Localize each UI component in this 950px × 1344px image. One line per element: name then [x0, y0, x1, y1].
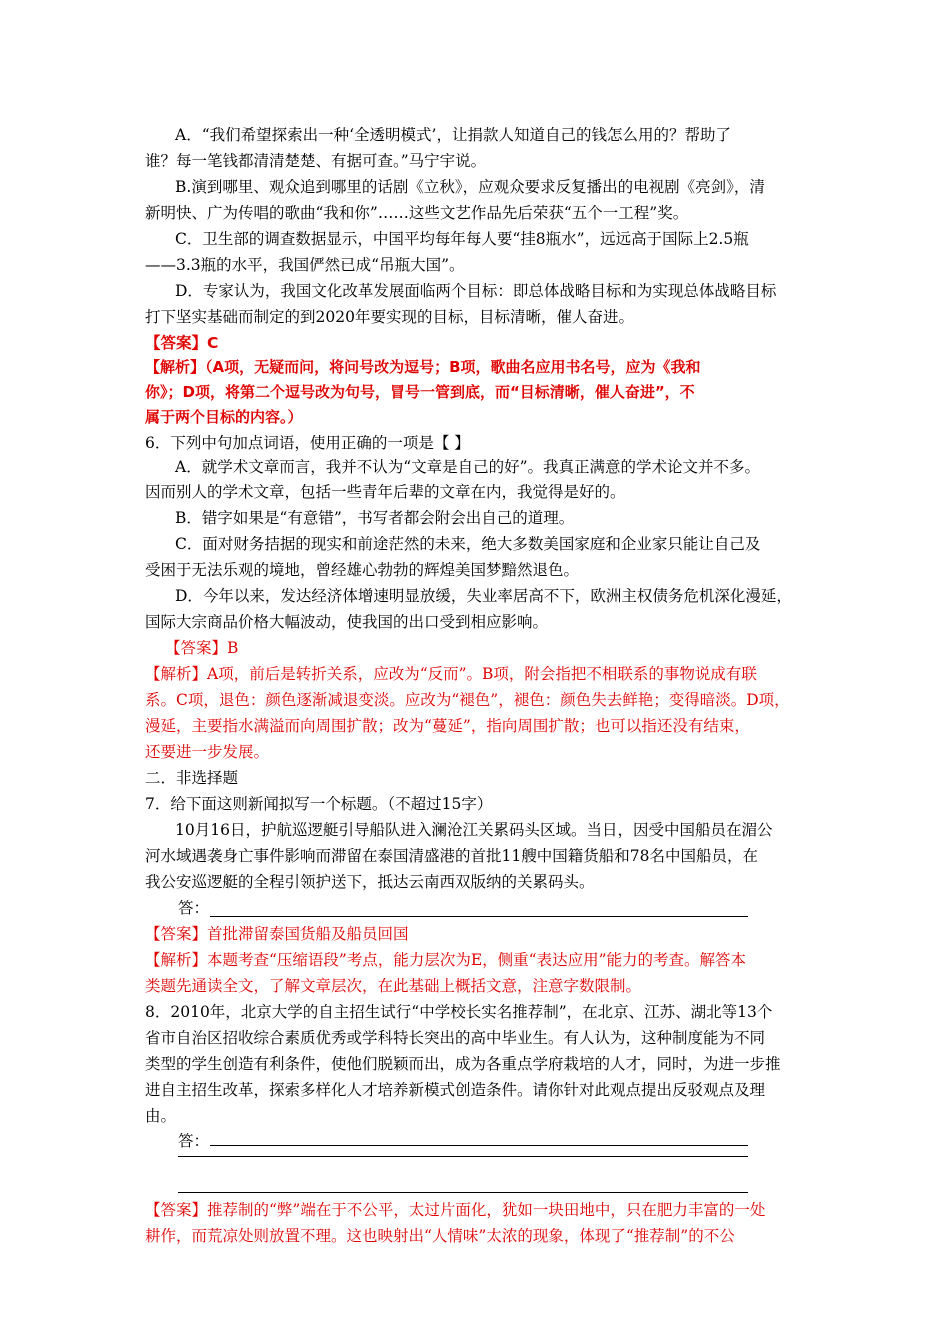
q7-answer-prompt: 答： [178, 899, 210, 917]
q5-answer [145, 332, 218, 354]
q5-option-c-line2: ——3.3瓶的水平，我国俨然已成“吊瓶大国”。 [145, 256, 465, 274]
q7-analysis-line2: 类题先通读全文，了解文章层次，在此基础上概括文意，注意字数限制。 [145, 977, 642, 995]
q6-analysis-line2: 系。C项，退色：颜色逐渐减退变淡。应改为“褪色”，褪色：颜色失去鲜艳；变得暗淡。D项， [145, 691, 790, 709]
q5-option-b-line2: 新明快、广为传唱的歌曲“我和你”……这些文艺作品先后荣获“五个一工程”奖。 [145, 204, 689, 222]
q7-passage-line2: 河水域遇袭身亡事件影响而滞留在泰国清盛港的首批11艘中国籍货船和78名中国船员，在 [145, 847, 758, 865]
q6-option-a-line1: A．就学术文章而言，我并不认为“文章是自己的好”。我真正满意的学术论文并不多。 [175, 458, 761, 476]
q7-answer-line[interactable] [210, 916, 748, 917]
q5-option-c-line1: C．卫生部的调查数据显示，中国平均每年每人要“挂8瓶水”，远远高于国际上2.5瓶 [175, 230, 749, 248]
q5-analysis-line1: 【解析】（A项，无疑而问，将问号改为逗号；B项，歌曲名应用书名号，应为《我和 [145, 358, 701, 376]
q5-analysis-line2: 你》；D项，将第二个逗号改为句号，冒号一管到底，而“目标清晰，催人奋进”，不 [145, 383, 695, 401]
q6-option-a-line2: 因而别人的学术文章，包括一些青年后辈的文章在内，我觉得是好的。 [145, 483, 626, 501]
q5-option-d-line2: 打下坚实基础而制定的到2020年要实现的目标，目标清晰，催人奋进。 [145, 308, 634, 326]
q7-analysis-line1: 【解析】本题考查“压缩语段”考点，能力层次为E，侧重“表达应用”能力的考查。解答本 [145, 951, 747, 969]
q6-option-b-line1: B．错字如果是“有意错”，书写者都会附会出自己的道理。 [175, 509, 575, 527]
q5-option-a-line2: 谁？每一笔钱都清清楚楚、有据可查。”马宁宇说。 [145, 152, 487, 170]
q8-stem-line2: 省市自治区招收综合素质优秀或学科特长突出的高中毕业生。有人认为，这种制度能为不同 [145, 1029, 766, 1047]
q7-stem: 7．给下面这则新闻拟写一个标题。（不超过15字） [145, 795, 493, 813]
q7-passage-line1: 10月16日，护航巡逻艇引导船队进入澜沧江关累码头区域。当日，因受中国船员在湄公 [175, 821, 773, 839]
q6-analysis-line1: 【解析】A项，前后是转折关系，应改为“反而”。B项，附会指把不相联系的事物说成有联 [145, 665, 757, 683]
q6-stem: 6．下列中句加点词语，使用正确的一项是【 】 [145, 434, 470, 452]
q5-answer-label: 【答案】 [145, 334, 208, 352]
q8-stem-line1: 8．2010年，北京大学的自主招生试行“中学校长实名推荐制”，在北京、江苏、湖北等13个 [145, 1003, 773, 1021]
q6-option-d-line2: 国际大宗商品价格大幅波动，使我国的出口受到相应影响。 [145, 613, 549, 631]
q8-stem-line4: 进自主招生改革，探索多样化人才培养新模式创造条件。请你针对此观点提出反驳观点及理 [145, 1081, 766, 1099]
q8-answer-line-1[interactable] [210, 1145, 748, 1146]
q8-answer-line1: 【答案】推荐制的“弊”端在于不公平，太过片面化，犹如一块田地中，只在肥力丰富的一处 [145, 1201, 766, 1219]
q8-answer-line-3[interactable] [178, 1192, 748, 1193]
q7-passage-line3: 我公安巡逻艇的全程引领护送下，抵达云南西双版纳的关累码头。 [145, 873, 595, 891]
q7-answer: 【答案】首批滞留泰国货船及船员回国 [145, 925, 409, 943]
q6-option-c-line1: C．面对财务拮据的现实和前途茫然的未来，绝大多数美国家庭和企业家只能让自己及 [175, 535, 761, 553]
q6-option-c-line2: 受困于无法乐观的境地，曾经雄心勃勃的辉煌美国梦黯然退色。 [145, 561, 580, 579]
q6-option-d-line1: D．今年以来，发达经济体增速明显放缓，失业率居高不下，欧洲主权债务危机深化漫延， [175, 587, 792, 605]
q8-answer-line2: 耕作，而荒凉处则放置不理。这也映射出“人情味”太浓的现象，体现了“推荐制”的不公 [145, 1227, 735, 1245]
q8-stem-line5: 由。 [145, 1107, 177, 1125]
q5-option-b-line1: B.演到哪里、观众追到哪里的话剧《立秋》，应观众要求反复播出的电视剧《亮剑》，清 [175, 178, 765, 196]
q6-analysis-line4: 还要进一步发展。 [145, 743, 270, 761]
q8-stem-line3: 类型的学生创造有利条件，使他们脱颖而出，成为各重点学府栽培的人才，同时，为进一步推 [145, 1055, 781, 1073]
q8-answer-prompt: 答： [178, 1132, 210, 1150]
q5-analysis-line3: 属于两个目标的内容。） [145, 408, 303, 426]
q8-answer-line-2[interactable] [178, 1156, 748, 1157]
q5-answer-value: C [207, 334, 219, 352]
q5-option-d-line1: D．专家认为，我国文化改革发展面临两个目标：即总体战略目标和为实现总体战略目标 [175, 282, 777, 300]
q6-analysis-line3: 漫延，主要指水满溢而向周围扩散；改为“蔓延”，指向周围扩散；也可以指还没有结束， [145, 717, 750, 735]
q5-option-a-line1: A．“我们希望探索出一种‘全透明模式’，让捐款人知道自己的钱怎么用的？帮助了 [175, 126, 731, 144]
section-heading: 二．非选择题 [145, 769, 239, 787]
q6-answer: 【答案】B [165, 639, 239, 657]
